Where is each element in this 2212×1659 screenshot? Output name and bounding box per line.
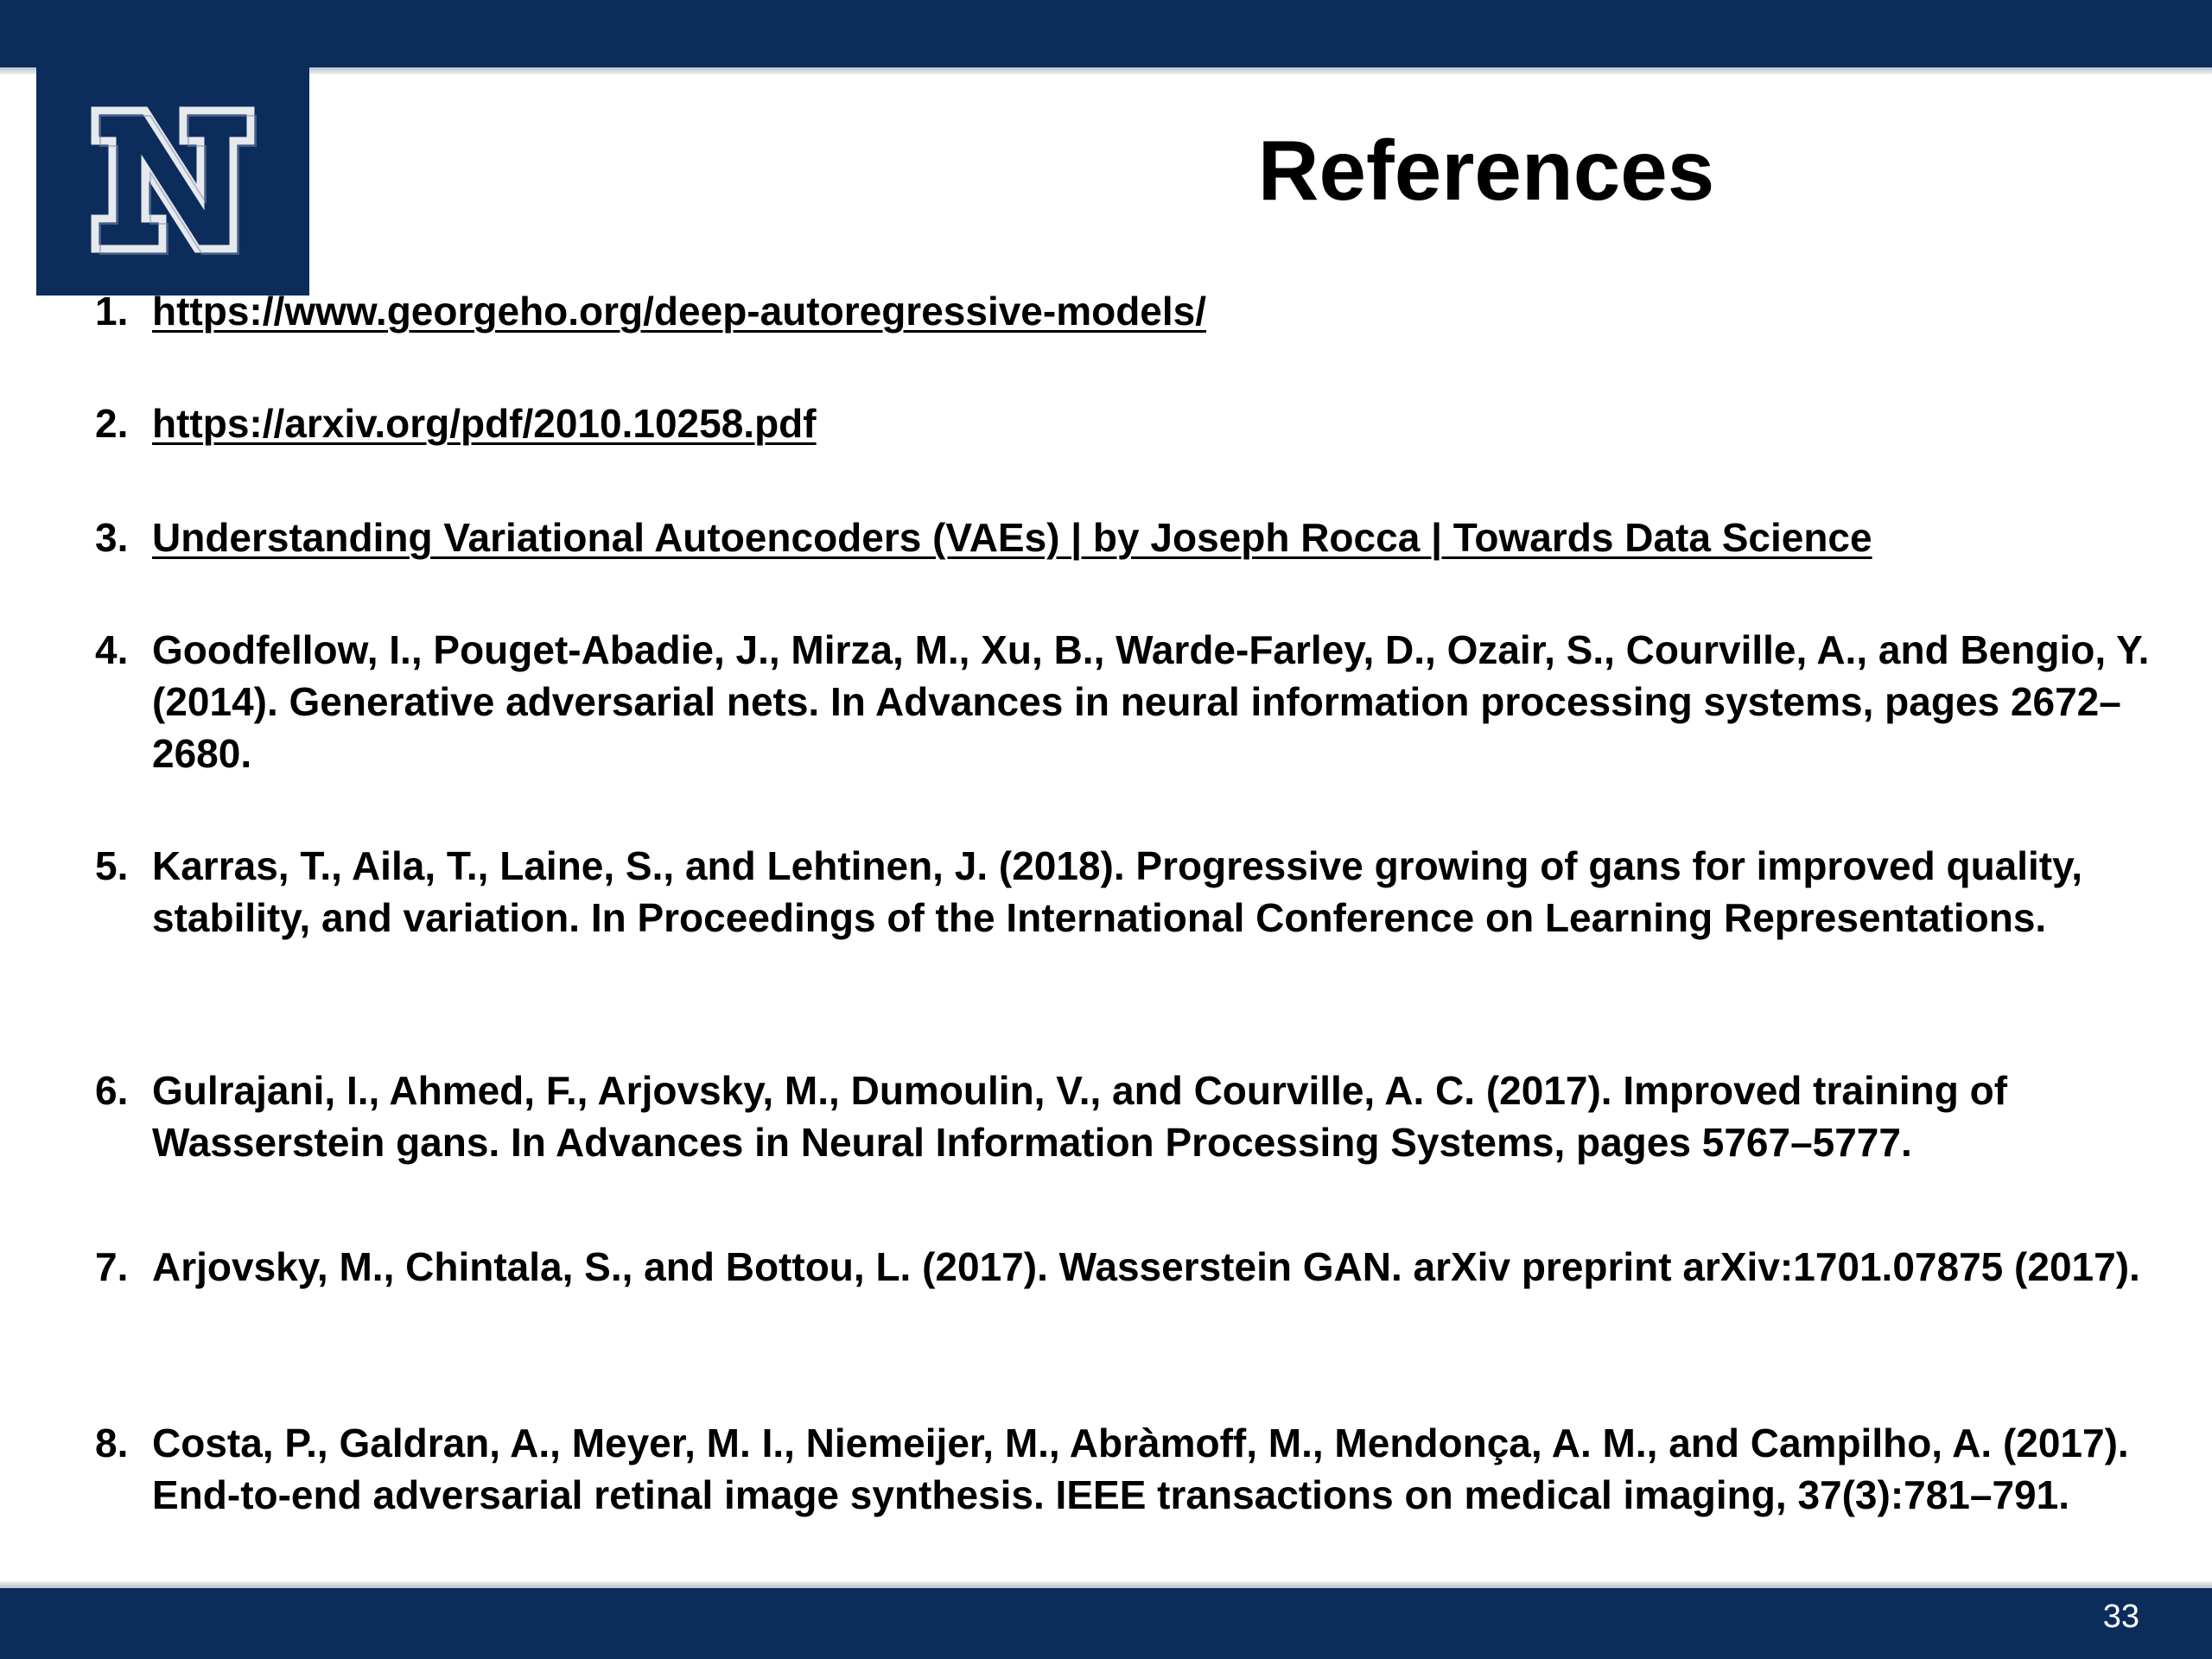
reference-item	[95, 512, 2152, 563]
reference-text: Costa, P., Galdran, A., Meyer, M. I., Niemeijer, M., Abràmoff, M., Mendonça, A. M., and Campilho, A. (2017). End-to-end adversarial retinal image synthesis. IEEE transactions on medical imaging, 37(3):781–791.	[152, 1421, 2129, 1517]
reference-item	[95, 1417, 2152, 1521]
top-banner	[0, 0, 2212, 67]
reference-number: 2.	[95, 401, 129, 446]
bottom-divider	[0, 1581, 2212, 1588]
reference-number: 8.	[95, 1421, 129, 1465]
reference-text: Gulrajani, I., Ahmed, F., Arjovsky, M., Dumoulin, V., and Courville, A. C. (2017). Improved training of Wasserstein gans. In Advances in Neural Information Processing Systems, pages 5767–5777.	[152, 1068, 2008, 1165]
reference-link[interactable]: https://arxiv.org/pdf/2010.10258.pdf	[152, 401, 817, 446]
reference-number: 6.	[95, 1068, 129, 1113]
reference-item	[95, 840, 2152, 944]
reference-text: Arjovsky, M., Chintala, S., and Bottou, L. (2017). Wasserstein GAN. arXiv preprint arXiv:1701.07875 (2017).	[152, 1244, 2140, 1289]
bottom-banner	[0, 1588, 2212, 1659]
reference-number: 7.	[95, 1244, 129, 1289]
page-number: 33	[2102, 1599, 2139, 1635]
reference-link[interactable]: Understanding Variational Autoencoders (VAEs) | by Joseph Rocca | Towards Data Science	[152, 515, 1872, 560]
reference-text: Goodfellow, I., Pouget-Abadie, J., Mirza, M., Xu, B., Warde-Farley, D., Ozair, S., Courville, A., and Bengio, Y. (2014). Generative adversarial nets. In Advances in neural information processing systems, pages 2672–2680.	[152, 627, 2150, 776]
reference-text: Karras, T., Aila, T., Laine, S., and Lehtinen, J. (2018). Progressive growing of gans for improved quality, stability, and variation. In Proceedings of the International Conference on Learning Representations.	[152, 843, 2083, 940]
reference-number: 1.	[95, 289, 129, 334]
reference-number: 5.	[95, 843, 129, 888]
reference-item	[95, 624, 2152, 779]
reference-link[interactable]: https://www.georgeho.org/deep-autoregressive-models/	[152, 289, 1207, 334]
reference-item	[95, 1241, 2152, 1293]
reference-item	[95, 285, 2152, 337]
top-divider	[0, 67, 2212, 74]
reference-item	[95, 397, 2152, 449]
reference-item	[95, 1065, 2152, 1168]
slide-title: References	[1257, 123, 1715, 218]
reference-number: 4.	[95, 627, 129, 672]
reference-number: 3.	[95, 515, 129, 560]
